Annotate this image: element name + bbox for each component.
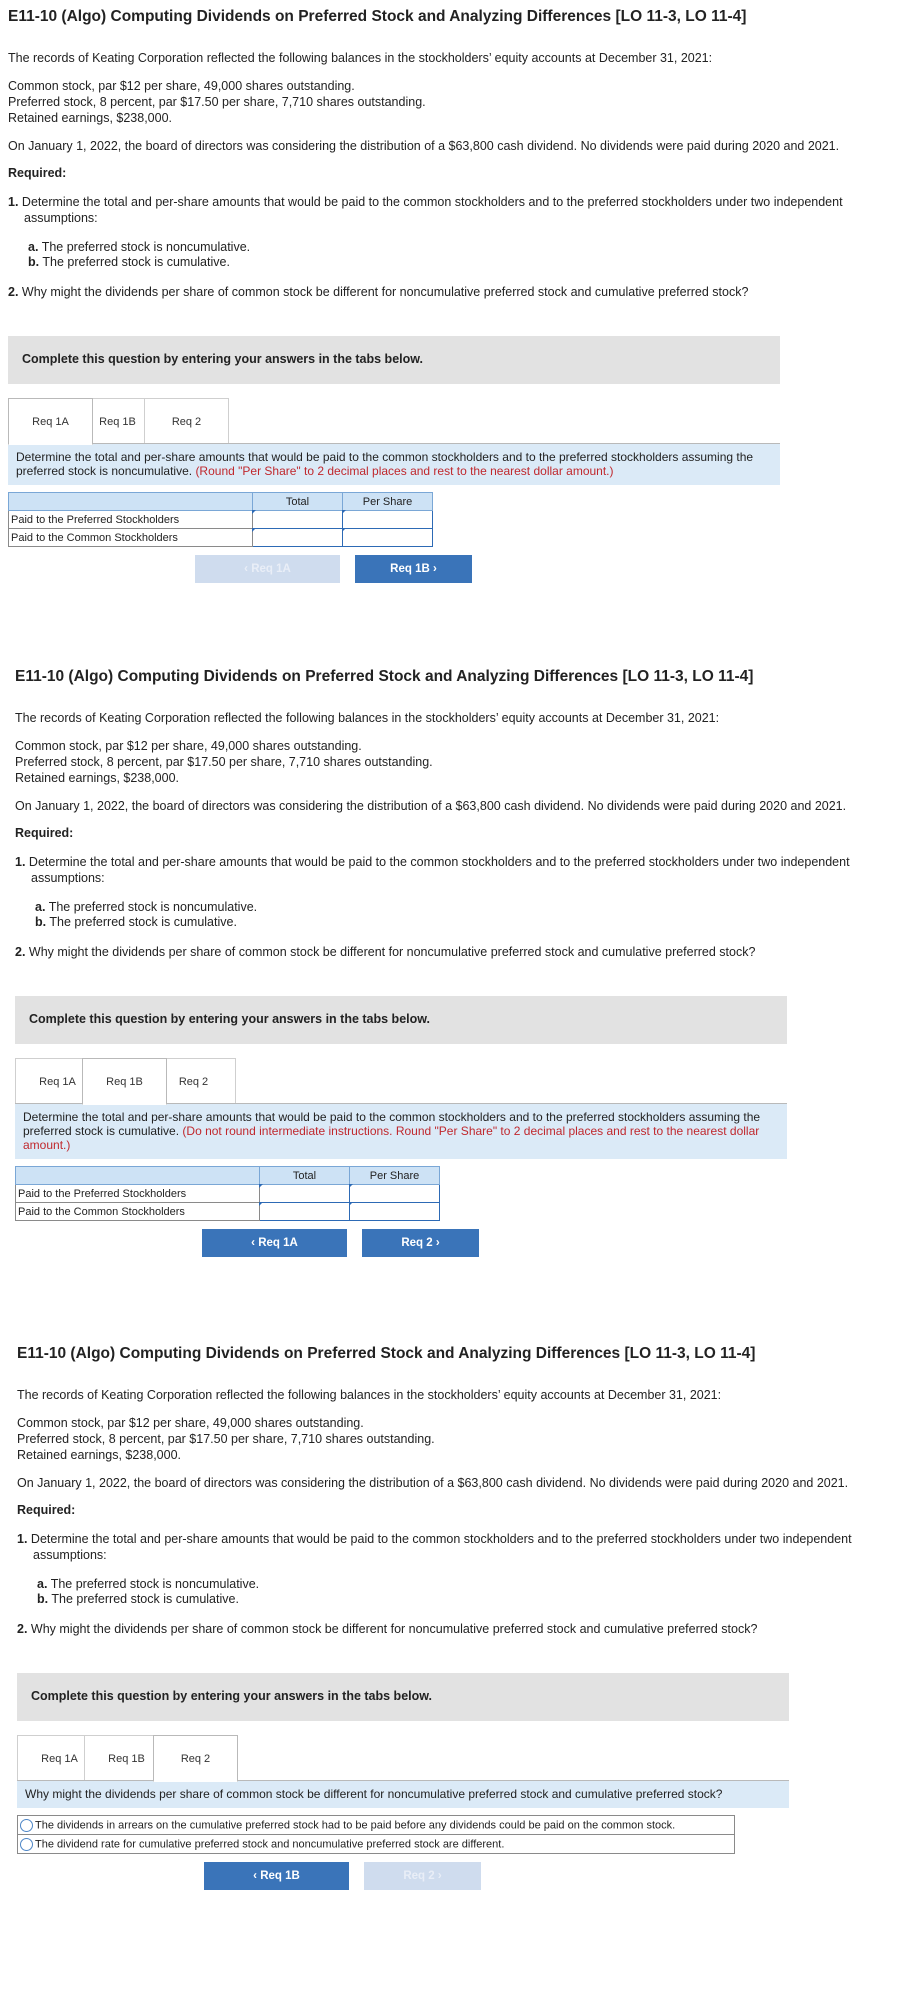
question-2: 2. Why might the dividends per share of common stock be different for noncumulative preferred stock and cumulative preferred stock?: [17, 1622, 758, 1636]
tab-req-2[interactable]: Req 2: [151, 1058, 236, 1104]
table-row: [9, 511, 433, 529]
header-blank: [9, 493, 253, 511]
problem-title: E11-10 (Algo) Computing Dividends on Preferred Stock and Analyzing Differences [LO 11-3, LO 11-4]: [15, 668, 754, 685]
next-button[interactable]: Req 2 ›: [362, 1229, 479, 1257]
per-share-input-preferred[interactable]: [350, 1185, 440, 1203]
complete-instruction-box: Complete this question by entering your answers in the tabs below.: [15, 996, 787, 1044]
header-blank: [16, 1167, 260, 1185]
total-input-preferred[interactable]: [260, 1185, 350, 1203]
option-1-text: The dividends in arrears on the cumulative preferred stock had to be paid before any dividends could be paid on the common stock.: [35, 1818, 676, 1831]
balance-preferred: Preferred stock, 8 percent, par $17.50 per share, 7,710 shares outstanding.: [17, 1432, 435, 1446]
rounding-note: (Round "Per Share" to 2 decimal places and rest to the nearest dollar amount.): [195, 464, 614, 478]
radio-option-2[interactable]: [20, 1838, 33, 1851]
balance-retained: Retained earnings, $238,000.: [15, 771, 180, 785]
per-share-input-preferred[interactable]: [343, 511, 433, 529]
req-tabs: [17, 1735, 857, 1781]
intro-text: The records of Keating Corporation reflected the following balances in the stockholders’ equity accounts at December 31, 2021:: [17, 1388, 722, 1402]
balance-preferred: Preferred stock, 8 percent, par $17.50 per share, 7,710 shares outstanding.: [8, 95, 426, 109]
balance-preferred: Preferred stock, 8 percent, par $17.50 per share, 7,710 shares outstanding.: [15, 755, 433, 769]
tab-req-1b[interactable]: Req 1B: [84, 1735, 169, 1781]
next-button[interactable]: Req 1B ›: [355, 555, 472, 583]
question-1-parts: a. The preferred stock is noncumulative. b. The preferred stock is cumulative.: [37, 1577, 260, 1606]
rounding-note: (Do not round intermediate instructions. Round "Per Share" to 2 decimal places and rest to the nearest dollar amount.): [23, 1124, 760, 1152]
answer-options: [17, 1815, 735, 1854]
prev-button[interactable]: ‹ Req 1A: [202, 1229, 347, 1257]
question-1: 1. Determine the total and per-share amounts that would be paid to the common stockholders and to the preferred stockholders under two independent assumptions:: [15, 855, 850, 885]
balance-retained: Retained earnings, $238,000.: [17, 1448, 182, 1462]
problem-title: E11-10 (Algo) Computing Dividends on Preferred Stock and Analyzing Differences [LO 11-3, LO 11-4]: [17, 1345, 756, 1362]
intro-text: The records of Keating Corporation reflected the following balances in the stockholders’ equity accounts at December 31, 2021:: [15, 711, 720, 725]
scenario-text: On January 1, 2022, the board of directors was considering the distribution of a $63,800 cash dividend. No dividends were paid during 2020 and 2021.: [17, 1476, 849, 1490]
req-tabs: [8, 398, 848, 444]
nav-buttons: [15, 1229, 795, 1257]
tab-req-1a[interactable]: Req 1A: [17, 1735, 102, 1781]
col-total-header: Total: [253, 493, 343, 511]
radio-option-1[interactable]: [20, 1819, 33, 1832]
complete-instruction-box: Complete this question by entering your answers in the tabs below.: [8, 336, 780, 384]
prev-button[interactable]: ‹ Req 1A: [195, 555, 340, 583]
question-1: 1. Determine the total and per-share amounts that would be paid to the common stockholders and to the preferred stockholders under two independent assumptions:: [8, 195, 843, 225]
tab-req-1a[interactable]: Req 1A: [15, 1058, 100, 1104]
per-share-input-common[interactable]: [350, 1203, 440, 1221]
balance-retained: Retained earnings, $238,000.: [8, 111, 173, 125]
col-per-share-header: Per Share: [350, 1167, 440, 1185]
nav-buttons: [17, 1862, 797, 1890]
col-total-header: Total: [260, 1167, 350, 1185]
required-heading: Required:: [15, 826, 74, 840]
list-item[interactable]: [18, 1835, 735, 1854]
list-item[interactable]: [18, 1816, 735, 1835]
next-button[interactable]: Req 2 ›: [364, 1862, 481, 1890]
total-input-common[interactable]: [260, 1203, 350, 1221]
scenario-text: On January 1, 2022, the board of directors was considering the distribution of a $63,800 cash dividend. No dividends were paid during 2020 and 2021.: [8, 139, 840, 153]
problem-panel-req-2: [17, 1337, 857, 1890]
tab-req-1a[interactable]: Req 1A: [8, 398, 93, 445]
question-1-parts: a. The preferred stock is noncumulative. b. The preferred stock is cumulative.: [35, 900, 258, 929]
question-2: 2. Why might the dividends per share of common stock be different for noncumulative preferred stock and cumulative preferred stock?: [15, 945, 756, 959]
req-1b-instruction: Determine the total and per-share amounts that would be paid to the common stockholders and to the preferred stockholders assuming the preferred stock is cumulative. (Do not round intermediate instructions. Round "Per Share" to 2 decimal places and rest to the nearest dollar amount.): [15, 1104, 787, 1159]
row-label-common: Paid to the Common Stockholders: [16, 1203, 260, 1221]
question-1: 1. Determine the total and per-share amounts that would be paid to the common stockholders and to the preferred stockholders under two independent assumptions:: [17, 1532, 852, 1562]
required-heading: Required:: [17, 1503, 76, 1517]
scenario-text: On January 1, 2022, the board of directors was considering the distribution of a $63,800 cash dividend. No dividends were paid during 2020 and 2021.: [15, 799, 847, 813]
req-1a-instruction: Determine the total and per-share amounts that would be paid to the common stockholders and to the preferred stockholders assuming the preferred stock is noncumulative. (Round "Per Share" to 2 decimal places and rest to the nearest dollar amount.): [8, 444, 780, 485]
balance-common: Common stock, par $12 per share, 49,000 shares outstanding.: [15, 739, 362, 753]
req-2-instruction: Why might the dividends per share of common stock be different for noncumulative preferred stock and cumulative preferred stock?: [17, 1781, 789, 1808]
prev-button[interactable]: ‹ Req 1B: [204, 1862, 349, 1890]
tab-req-1b[interactable]: Req 1B: [75, 398, 160, 444]
tab-req-2[interactable]: Req 2: [144, 398, 229, 444]
problem-panel-req-1b: [15, 660, 855, 1257]
complete-instruction-box: Complete this question by entering your answers in the tabs below.: [17, 1673, 789, 1721]
total-input-preferred[interactable]: [253, 511, 343, 529]
answer-table-req-1b: [15, 1166, 440, 1221]
tab-divider: [8, 443, 780, 444]
row-label-preferred: Paid to the Preferred Stockholders: [9, 511, 253, 529]
col-per-share-header: Per Share: [343, 493, 433, 511]
problem-panel-req-1a: [8, 0, 848, 583]
balance-common: Common stock, par $12 per share, 49,000 shares outstanding.: [8, 79, 355, 93]
row-label-common: Paid to the Common Stockholders: [9, 529, 253, 547]
per-share-input-common[interactable]: [343, 529, 433, 547]
tab-divider: [17, 1780, 789, 1781]
question-2: 2. Why might the dividends per share of common stock be different for noncumulative preferred stock and cumulative preferred stock?: [8, 285, 749, 299]
problem-title: E11-10 (Algo) Computing Dividends on Preferred Stock and Analyzing Differences [LO 11-3, LO 11-4]: [8, 8, 747, 25]
question-1-parts: a. The preferred stock is noncumulative. b. The preferred stock is cumulative.: [28, 240, 251, 269]
balance-common: Common stock, par $12 per share, 49,000 shares outstanding.: [17, 1416, 364, 1430]
table-row: [16, 1185, 440, 1203]
required-heading: Required:: [8, 166, 67, 180]
answer-table-req-1a: [8, 492, 433, 547]
nav-buttons: [8, 555, 788, 583]
table-row: [9, 529, 433, 547]
req-tabs: [15, 1058, 855, 1104]
tab-req-1b[interactable]: Req 1B: [82, 1058, 167, 1105]
intro-text: The records of Keating Corporation reflected the following balances in the stockholders’ equity accounts at December 31, 2021:: [8, 51, 713, 65]
tab-req-2[interactable]: Req 2: [153, 1735, 238, 1782]
table-row: [16, 1203, 440, 1221]
row-label-preferred: Paid to the Preferred Stockholders: [16, 1185, 260, 1203]
total-input-common[interactable]: [253, 529, 343, 547]
option-2-text: The dividend rate for cumulative preferred stock and noncumulative preferred stock are different.: [35, 1837, 505, 1850]
